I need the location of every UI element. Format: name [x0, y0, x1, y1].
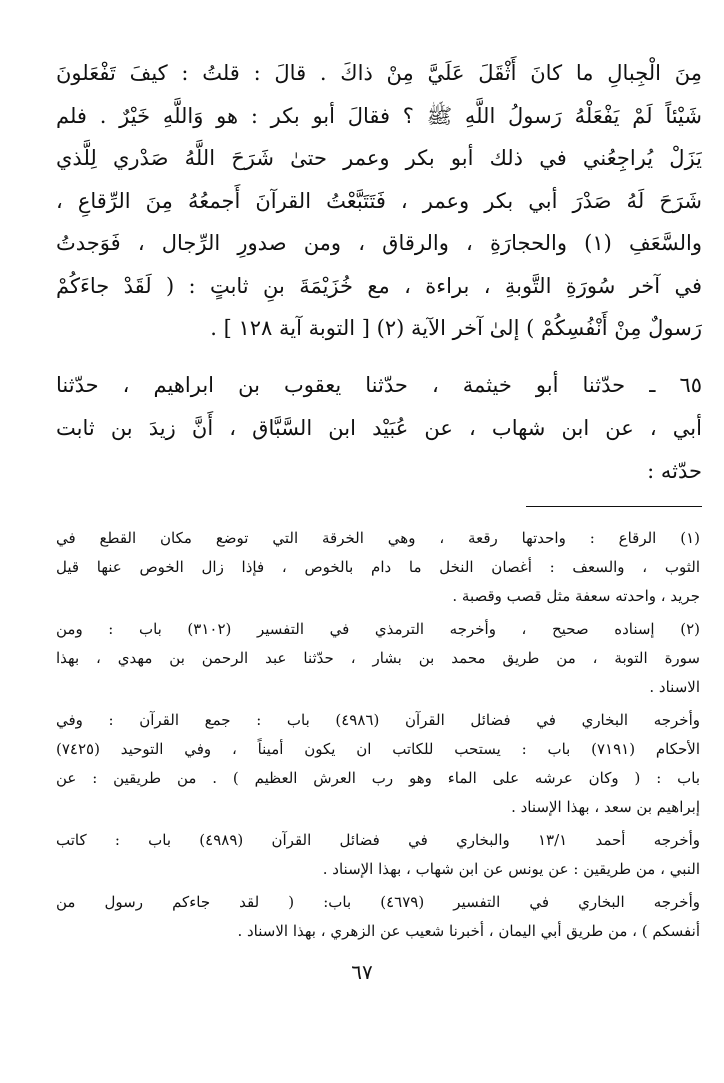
- footnote-2-tafsir: [56, 888, 700, 946]
- footnote-line: جريد ، واحدته سعفة مثل قصب وقصبة .: [452, 587, 700, 605]
- footnote-2-bukhari: [56, 706, 700, 822]
- footnote-line: (١) الرقاع : واحدتها رقعة ، وهي الخرقة التي توضع مكان القطع في: [56, 529, 700, 547]
- main-text: [56, 52, 702, 493]
- paragraph-hadith-65: [56, 364, 702, 493]
- footnote-line: باب : ( وكان عرشه على الماء وهو رب العرش العظيم ) . من طريقين : عن: [56, 769, 700, 787]
- footnote-line: أنفسكم ) ، من طريق أبي اليمان ، أخبرنا شعيب عن الزهري ، بهذا الاسناد .: [237, 922, 700, 940]
- footnote-line: (٢) إسناده صحيح ، وأخرجه الترمذي في التفسير (٣١٠٢) باب : ومن: [56, 620, 700, 638]
- footnote-line: إبراهيم بن سعد ، بهذا الإسناد .: [511, 798, 700, 816]
- footnote-line: وأخرجه البخاري في فضائل القرآن (٤٩٨٦) باب : جمع القرآن : وفي: [56, 711, 700, 729]
- text-line: ٦٥ ـ حدّثنا أبو خيثمة ، حدّثنا يعقوب بن ابراهيم ، حدّثنا: [56, 372, 702, 397]
- text-line: في آخر سُورَةِ التَّوبةِ ، براءة ، مع خُزَيْمَةَ بنِ ثابتٍ : ( لَقَدْ جاءَكُمْ: [56, 273, 702, 298]
- footnote-line: النبي ، من طريقين : عن يونس عن ابن شهاب ، بهذا الإسناد .: [322, 860, 700, 878]
- text-line: حدّثه :: [647, 458, 702, 483]
- footnote-2-ahmad: [56, 826, 700, 884]
- text-line: رَسولٌ مِنْ أَنْفُسِكُمْ ) إلىٰ آخر الآية (٢) [ التوبة آية ١٢٨ ] .: [210, 316, 702, 340]
- footnote-line: وأخرجه أحمد ١٣/١ والبخاري في فضائل القرآن (٤٩٨٩) باب : كاتب: [56, 831, 700, 849]
- footnotes: [56, 524, 700, 946]
- text-line: مِنَ الْجِبالِ ما كانَ أَثْقَلَ عَلَيَّ مِنْ ذاكَ . قالَ : قلتُ : كيفَ تَفْعَلونَ: [56, 61, 702, 85]
- footnote-line: الاسناد .: [649, 678, 700, 696]
- text-line: شَيْئاً لَمْ يَفْعَلْهُ رَسولُ اللَّهِ ﷺ ؟ فقالَ أبو بكر : هو وَاللَّهِ خَيْرٌ . فلم: [56, 103, 702, 128]
- footnote-line: وأخرجه البخاري في التفسير (٤٦٧٩) باب: ( لقد جاءكم رسول من: [56, 893, 700, 911]
- footnote-line: سورة التوبة ، من طريق محمد بن بشار ، حدّثنا عبد الرحمن بن مهدي ، بهذا: [56, 649, 700, 667]
- footnote-divider: [526, 506, 702, 507]
- footnote-line: الثوب ، والسعف : أغصان النخل ما دام بالخوص ، فإذا زال الخوص عنها قيل: [56, 558, 700, 576]
- text-line: شَرَحَ لَهُ صَدْرَ أبي بكر وعمر ، فَتَتَبَّعْتُ القرآنَ أَجمعُهُ مِنَ الرِّقاعِ ،: [56, 188, 702, 213]
- footnote-2: [56, 615, 700, 702]
- text-line: أبي ، عن ابن شهاب ، عن عُبَيْد ابن السَّبَّاق ، أَنَّ زيدَ بن ثابت: [56, 415, 702, 440]
- paragraph-hadith-64-end: [56, 52, 702, 350]
- text-line: يَزَلْ يُراجِعُني في ذلك أبو بكر وعمر حتىٰ شَرَحَ اللَّهُ صَدْري لِلَّذي: [56, 146, 702, 170]
- footnote-1: [56, 524, 700, 611]
- page-number: ٦٧: [351, 960, 373, 984]
- footnote-line: الأحكام (٧١٩١) باب : يستحب للكاتب ان يكون أميناً ، وفي التوحيد (٧٤٢٥): [56, 740, 700, 758]
- text-line: والسَّعَفِ (١) والحجارَةِ ، والرقاق ، ومن صدورِ الرِّجال ، فَوَجدتُ: [56, 231, 702, 255]
